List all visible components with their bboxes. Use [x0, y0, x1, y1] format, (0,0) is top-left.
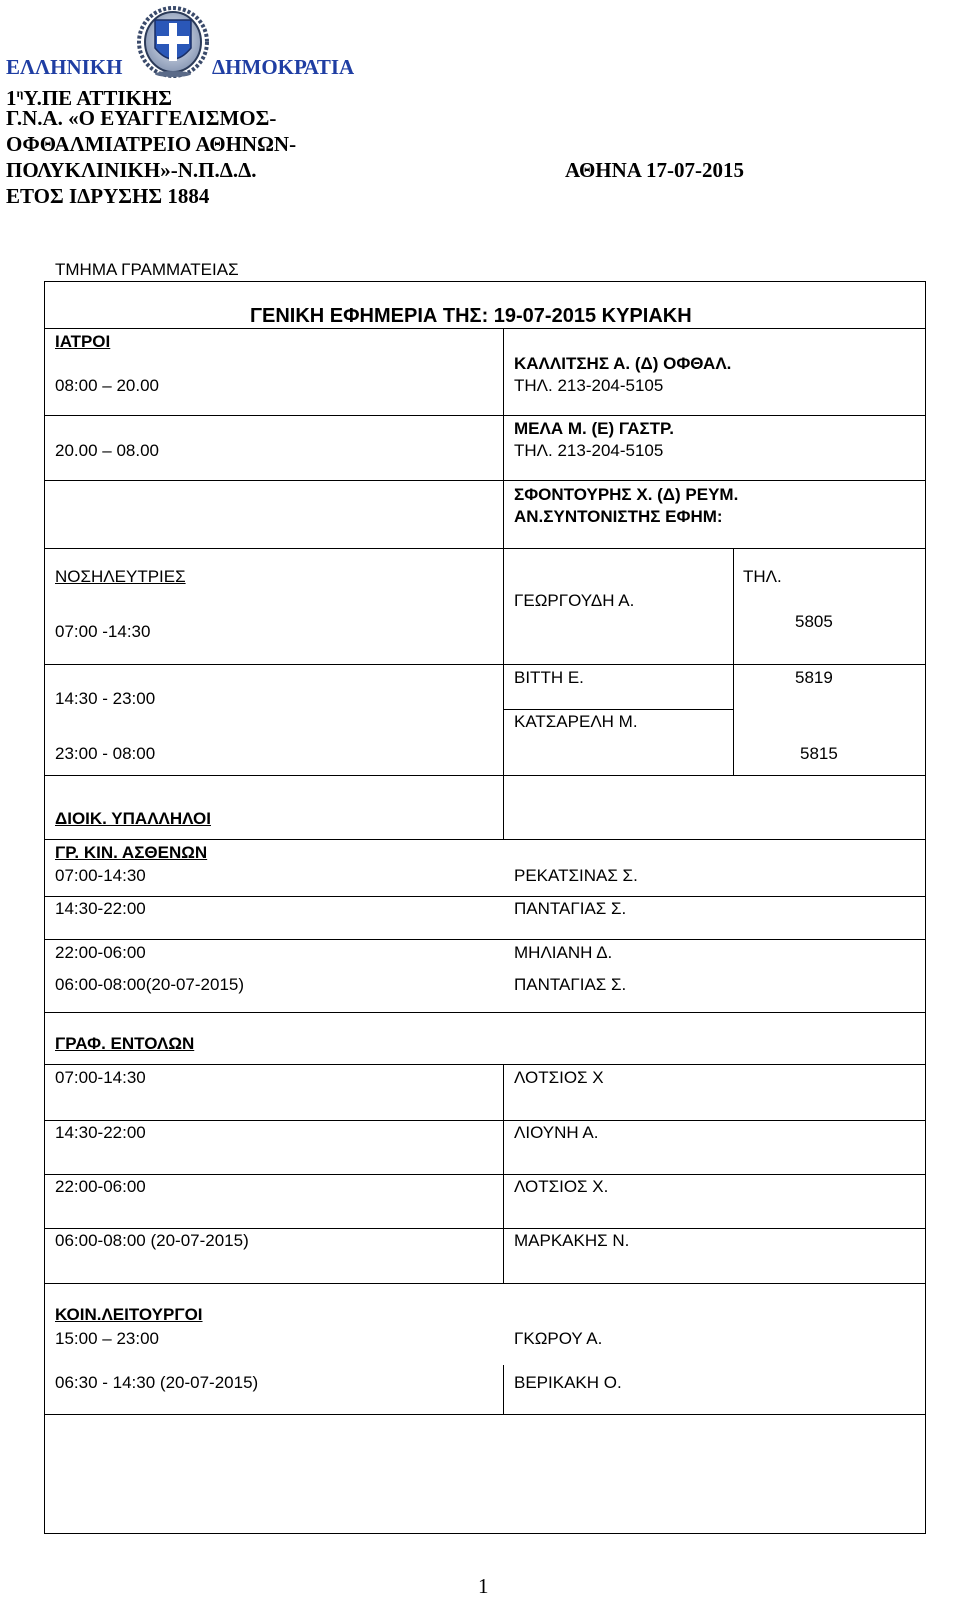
orders-row-4-time: 06:00-08:00 (20-07-2015) — [55, 1231, 249, 1250]
nurse-row-2-time: 14:30 - 23:00 — [55, 689, 156, 708]
header-country-left: ΕΛΛΗΝΙΚΗ — [6, 55, 123, 79]
admin-row-4-time: 06:00-08:00(20-07-2015) — [55, 975, 245, 994]
social-row-1-name: ΓΚΩΡΟΥ Α. — [514, 1329, 603, 1348]
header-hospital-line3: ΠΟΛΥΚΛΙΝΙΚΗ»-Ν.Π.Δ.Δ. — [6, 158, 257, 182]
orders-row-1-time: 07:00-14:30 — [55, 1068, 146, 1087]
doctor-shift-1-phone: ΤΗΛ. 213-204-5105 — [514, 376, 664, 395]
header-hospital-line1: Γ.Ν.Α. «Ο ΕΥΑΓΓΕΛΙΣΜΟΣ- — [6, 106, 277, 130]
admin-heading: ΔΙΟΙΚ. ΥΠΑΛΛΗΛΟΙ — [55, 809, 211, 828]
social-row-1-time: 15:00 – 23:00 — [55, 1329, 159, 1348]
admin-row-3-time: 22:00-06:00 — [55, 943, 146, 962]
social-row-2-time: 06:30 - 14:30 (20-07-2015) — [55, 1373, 259, 1392]
department-label: ΤΜΗΜΑ ΓΡΑΜΜΑΤΕΙΑΣ — [55, 260, 239, 279]
nurse-row-3-time: 23:00 - 08:00 — [55, 744, 156, 763]
nurse-row-1-phone: 5805 — [795, 612, 833, 631]
nurses-heading: ΝΟΣΗΛΕΥΤΡΙΕΣ — [55, 567, 186, 586]
doctor-shift-2-time: 20.00 – 08.00 — [55, 441, 159, 460]
doctor-shift-2-name: ΜΕΛΑ Μ. (Ε) ΓΑΣΤΡ. — [514, 419, 674, 438]
doctor-shift-1-name: ΚΑΛΛΙΤΣΗΣ Α. (Δ) ΟΦΘΑΛ. — [514, 354, 732, 373]
orders-row-2-time: 14:30-22:00 — [55, 1123, 146, 1142]
schedule-title: ΓΕΝΙΚΗ ΕΦΗΜΕΡΙΑ ΤΗΣ: 19-07-2015 ΚΥΡΙΑΚΗ — [250, 305, 692, 327]
header-date: ΑΘΗΝΑ 17-07-2015 — [565, 158, 745, 182]
nurse-row-2-name: ΒΙΤΤΗ Ε. — [514, 668, 584, 687]
social-heading: ΚΟΙΝ.ΛΕΙΤΟΥΡΓΟΙ — [55, 1305, 203, 1324]
header-hospital-line2: ΟΦΘΑΛΜΙΑΤΡΕΙΟ ΑΘΗΝΩΝ- — [6, 132, 297, 156]
admin-subheading: ΓΡ. ΚΙΝ. ΑΣΘΕΝΩΝ — [55, 843, 208, 862]
orders-row-3-time: 22:00-06:00 — [55, 1177, 146, 1196]
doctor-shift-2-phone: ΤΗΛ. 213-204-5105 — [514, 441, 664, 460]
orders-row-2-name: ΛΙΟΥΝΗ Α. — [514, 1123, 599, 1142]
admin-row-2-name: ΠΑΝΤΑΓΙΑΣ Σ. — [514, 899, 627, 918]
social-row-2-name: ΒΕΡΙΚΑΚΗ Ο. — [514, 1373, 622, 1392]
nurse-row-3-name: ΚΑΤΣΑΡΕΛΗ Μ. — [514, 712, 638, 731]
nurse-row-2-phone: 5819 — [795, 668, 833, 687]
nurses-phone-heading: ΤΗΛ. — [743, 567, 782, 586]
header-region-sup: η — [16, 86, 24, 100]
nurse-row-3-phone: 5815 — [800, 744, 838, 763]
nurse-row-1-name: ΓΕΩΡΓΟΥΔΗ Α. — [514, 591, 635, 610]
coordinator-label: ΑΝ.ΣΥΝΤΟΝΙΣΤΗΣ ΕΦΗΜ: — [514, 507, 723, 526]
orders-heading: ΓΡΑΦ. ΕΝΤΟΛΩΝ — [55, 1034, 195, 1053]
admin-row-2-time: 14:30-22:00 — [55, 899, 146, 918]
header-region-number: 1 — [6, 86, 17, 110]
admin-row-3-name: ΜΗΛΙΑΝΗ Δ. — [514, 943, 613, 962]
admin-row-1-time: 07:00-14:30 — [55, 866, 146, 885]
orders-row-4-name: ΜΑΡΚΑΚΗΣ Ν. — [514, 1231, 630, 1250]
doctors-heading: ΙΑΤΡΟΙ — [55, 332, 111, 351]
doctor-shift-1-time: 08:00 – 20.00 — [55, 376, 159, 395]
orders-row-1-name: ΛΟΤΣΙΟΣ Χ — [514, 1068, 604, 1087]
greek-coat-of-arms-emblem — [137, 2, 209, 78]
admin-row-1-name: ΡΕΚΑΤΣΙΝΑΣ Σ. — [514, 866, 638, 885]
page-number: 1 — [478, 1574, 489, 1598]
header-country-right: ΔΗΜΟΚΡΑΤΙΑ — [212, 55, 355, 79]
header-region-text: Υ.ΠΕ ΑΤΤΙΚΗΣ — [23, 86, 172, 110]
coordinator-name: ΣΦΟΝΤΟΥΡΗΣ Χ. (Δ) ΡΕΥΜ. — [514, 485, 739, 504]
admin-row-4-name: ΠΑΝΤΑΓΙΑΣ Σ. — [514, 975, 627, 994]
nurse-row-1-time: 07:00 -14:30 — [55, 622, 151, 641]
header-founded: ΕΤΟΣ ΙΔΡΥΣΗΣ 1884 — [6, 184, 210, 208]
orders-row-3-name: ΛΟΤΣΙΟΣ Χ. — [514, 1177, 609, 1196]
